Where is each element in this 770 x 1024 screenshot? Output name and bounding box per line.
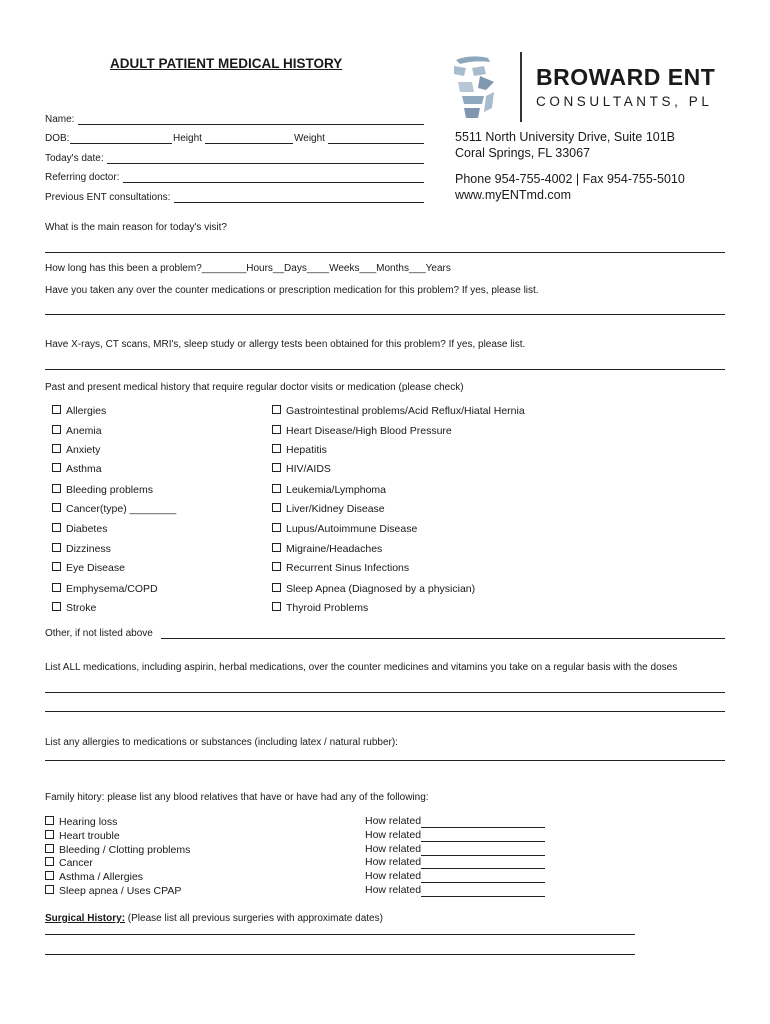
family-history-heading: Family hitory: please list any blood relatives that have or have had any of the following: xyxy=(45,792,429,803)
website: www.myENTmd.com xyxy=(455,188,571,202)
other-label: Other, if not listed above xyxy=(45,628,153,639)
how-related-label: How related xyxy=(365,842,422,855)
family-item[interactable]: Sleep apnea / Uses CPAP xyxy=(45,885,190,899)
condition-checkbox[interactable]: Dizziness xyxy=(52,543,111,555)
surgical-line[interactable] xyxy=(45,954,635,955)
family-item[interactable]: Hearing loss xyxy=(45,816,190,830)
form-title: ADULT PATIENT MEDICAL HISTORY xyxy=(110,56,343,71)
xrays-answer-line[interactable] xyxy=(45,369,725,370)
family-item[interactable]: Heart trouble xyxy=(45,830,190,844)
condition-checkbox[interactable]: Cancer(type) ________ xyxy=(52,503,176,515)
name-label: Name: xyxy=(45,114,75,125)
medications-question: List ALL medications, including aspirin, herbal medications, over the counter medicines and vitamins you take on a regular basis with the doses xyxy=(45,662,678,673)
otc-answer-line[interactable] xyxy=(45,314,725,315)
reason-answer-line[interactable] xyxy=(45,252,725,253)
dob-label: DOB: xyxy=(45,133,70,144)
condition-checkbox[interactable]: Hepatitis xyxy=(272,444,327,456)
condition-checkbox[interactable]: Asthma xyxy=(52,463,102,475)
condition-checkbox[interactable]: Leukemia/Lymphoma xyxy=(272,484,386,496)
condition-checkbox[interactable]: Emphysema/COPD xyxy=(52,583,158,595)
condition-checkbox[interactable]: Sleep Apnea (Diagnosed by a physician) xyxy=(272,583,475,595)
condition-checkbox[interactable]: Liver/Kidney Disease xyxy=(272,503,385,515)
condition-checkbox[interactable]: Heart Disease/High Blood Pressure xyxy=(272,425,452,437)
allergies-question: List any allergies to medications or substances (including latex / natural rubber): xyxy=(45,737,398,748)
how-related-field[interactable] xyxy=(421,882,545,883)
how-related-field[interactable] xyxy=(421,896,545,897)
condition-checkbox[interactable]: Lupus/Autoimmune Disease xyxy=(272,523,417,535)
how-related-label: How related xyxy=(365,870,422,883)
how-related-field[interactable] xyxy=(421,855,545,856)
condition-checkbox[interactable]: Anxiety xyxy=(52,444,100,456)
height-label: Height xyxy=(173,133,202,144)
how-related-label: How related xyxy=(365,883,422,896)
condition-checkbox[interactable]: Anemia xyxy=(52,425,102,437)
other-field[interactable] xyxy=(161,638,725,639)
history-heading: Past and present medical history that require regular doctor visits or medication (please check) xyxy=(45,382,464,393)
reason-question: What is the main reason for today's visit? xyxy=(45,222,227,233)
family-list xyxy=(45,816,190,899)
referring-doctor-field[interactable] xyxy=(123,182,424,183)
how-related-field[interactable] xyxy=(421,841,545,842)
how-related-label: How related xyxy=(365,856,422,869)
dob-field[interactable] xyxy=(70,143,172,144)
how-related-label: How related xyxy=(365,815,422,827)
condition-checkbox[interactable]: Recurrent Sinus Infections xyxy=(272,562,409,574)
family-item[interactable]: Bleeding / Clotting problems xyxy=(45,844,190,858)
duration-question: How long has this been a problem?________Hours__Days____Weeks___Months___Years xyxy=(45,263,451,274)
condition-checkbox[interactable]: Bleeding problems xyxy=(52,484,153,496)
condition-checkbox[interactable]: Stroke xyxy=(52,602,96,614)
referring-doctor-label: Referring doctor: xyxy=(45,172,120,183)
logo-subtitle: CONSULTANTS, PL xyxy=(536,94,713,109)
previous-ent-field[interactable] xyxy=(174,202,424,203)
address-line2: Coral Springs, FL 33067 xyxy=(455,146,591,160)
clinic-logo-face-icon xyxy=(450,52,530,122)
name-field[interactable] xyxy=(78,124,424,125)
address-line1: 5511 North University Drive, Suite 101B xyxy=(455,130,676,144)
height-field[interactable] xyxy=(205,143,293,144)
previous-ent-label: Previous ENT consultations: xyxy=(45,192,171,203)
surgical-line[interactable] xyxy=(45,934,635,935)
condition-checkbox[interactable]: Gastrointestinal problems/Acid Reflux/Hiatal Hernia xyxy=(272,405,525,417)
family-item[interactable]: Cancer xyxy=(45,857,190,871)
condition-checkbox[interactable]: Eye Disease xyxy=(52,562,125,574)
how-related-field[interactable] xyxy=(421,827,545,828)
family-item[interactable]: Asthma / Allergies xyxy=(45,871,190,885)
how-related-list xyxy=(365,815,421,898)
phone-fax: Phone 954-755-4002 | Fax 954-755-5010 xyxy=(455,172,685,186)
otc-question: Have you taken any over the counter medications or prescription medication for this problem? If yes, please list. xyxy=(45,285,539,296)
weight-label: Weight xyxy=(294,133,325,144)
condition-checkbox[interactable]: HIV/AIDS xyxy=(272,463,331,475)
condition-checkbox[interactable]: Migraine/Headaches xyxy=(272,543,382,555)
how-related-label: How related xyxy=(365,828,422,841)
weight-field[interactable] xyxy=(328,143,424,144)
xrays-question: Have X-rays, CT scans, MRI's, sleep study or allergy tests been obtained for this problem? If yes, please list. xyxy=(45,339,526,350)
condition-checkbox[interactable]: Diabetes xyxy=(52,523,107,535)
medications-line[interactable] xyxy=(45,711,725,712)
todays-date-field[interactable] xyxy=(107,163,424,164)
logo-name: BROWARD ENT xyxy=(536,64,716,90)
medications-line[interactable] xyxy=(45,692,725,693)
condition-checkbox[interactable]: Allergies xyxy=(52,405,106,417)
todays-date-label: Today's date: xyxy=(45,153,104,164)
allergies-line[interactable] xyxy=(45,760,725,761)
condition-checkbox[interactable]: Thyroid Problems xyxy=(272,602,368,614)
how-related-field[interactable] xyxy=(421,868,545,869)
surgical-history-heading: Surgical History: (Please list all previous surgeries with approximate dates) xyxy=(45,913,383,924)
